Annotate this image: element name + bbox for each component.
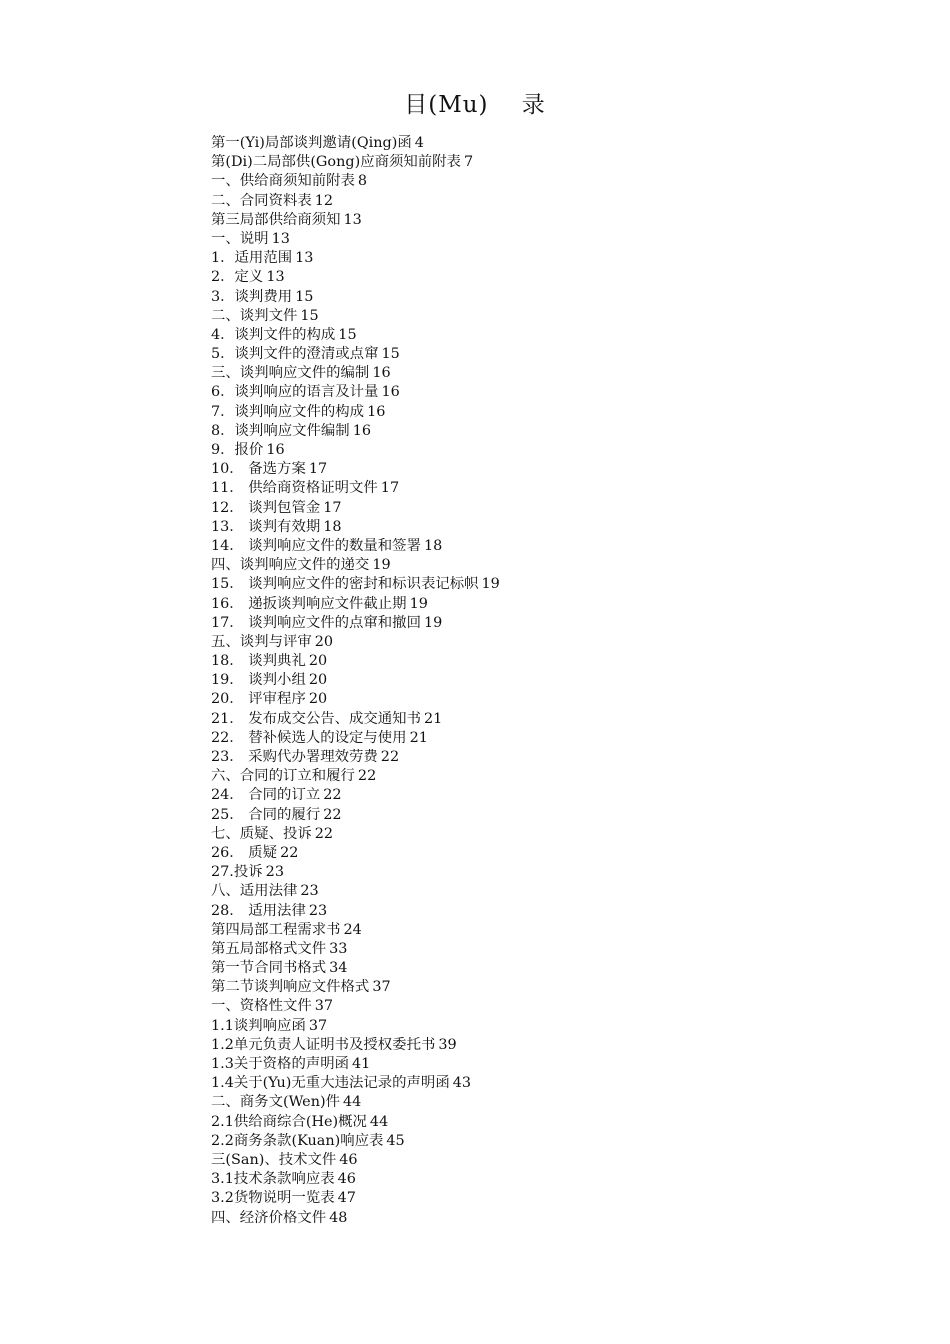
toc-entry-label: 13． 谈判有效期 — [211, 518, 321, 535]
toc-entry-label: 25． 合同的履行 — [211, 806, 321, 823]
toc-entry-page-number: 13 — [266, 269, 285, 286]
toc-entry-page-number: 39 — [438, 1036, 457, 1053]
toc-entry — [211, 825, 500, 844]
toc-entry-page-number: 44 — [342, 1094, 362, 1111]
table-of-contents — [211, 134, 500, 1228]
toc-entry — [211, 383, 500, 402]
toc-entry-label: 3．谈判费用 — [211, 288, 293, 305]
toc-entry-page-number: 15 — [300, 307, 319, 324]
toc-entry — [211, 729, 500, 748]
toc-entry-label: 20． 评审程序 — [211, 691, 306, 708]
toc-entry — [211, 441, 500, 460]
toc-entry-label: 24． 合同的订立 — [211, 787, 321, 804]
toc-entry-label: 9．报价 — [211, 442, 264, 458]
toc-entry — [211, 307, 500, 326]
toc-entry-label: 二、商务文(Wen)件 — [211, 1094, 340, 1111]
toc-entry-page-number: 23 — [300, 883, 319, 900]
toc-entry-page-number: 13 — [343, 211, 362, 228]
toc-entry-label: 14． 谈判响应文件的数量和签署 — [211, 537, 421, 554]
toc-entry-label: 第一节合同书格式 — [211, 960, 327, 977]
toc-entry — [211, 249, 500, 268]
toc-entry-page-number: 21 — [409, 729, 428, 746]
toc-entry-label: 16． 递扳谈判响应文件截止期 — [211, 595, 407, 612]
toc-entry-page-number: 37 — [372, 979, 391, 996]
toc-entry-page-number: 22 — [280, 844, 299, 861]
toc-entry-label: 10． 备选方案 — [211, 461, 306, 478]
toc-entry-page-number: 47 — [337, 1190, 356, 1207]
toc-entry-page-number: 44 — [369, 1113, 389, 1130]
toc-entry — [211, 134, 500, 153]
toc-entry-label: 第一(Yi)局部谈判邀请(Qing)函 — [211, 135, 412, 151]
toc-entry-label: 15． 谈判响应文件的密封和标识表记标帜 — [211, 576, 479, 593]
toc-entry-label: 第四局部工程需求书 — [211, 921, 341, 938]
toc-entry-label: 5．谈判文件的澄清或点窜 — [211, 346, 379, 363]
toc-entry-label: 1.1谈判响应函 — [211, 1017, 306, 1034]
toc-entry-label: 6．谈判响应的语言及计量 — [211, 384, 379, 401]
toc-entry-page-number: 22 — [357, 768, 377, 785]
toc-entry-page-number: 43 — [452, 1075, 472, 1092]
toc-entry-label: 2．定义 — [211, 269, 264, 286]
toc-entry-page-number: 22 — [314, 825, 334, 842]
toc-entry-page-number: 20 — [308, 672, 328, 689]
toc-entry-label: 11． 供给商资格证明文件 — [211, 480, 378, 497]
toc-entry — [211, 556, 500, 575]
toc-entry-page-number: 15 — [381, 346, 400, 363]
toc-entry-label: 第三局部供给商须知 — [211, 211, 341, 228]
toc-entry — [211, 288, 500, 307]
toc-entry-page-number: 37 — [314, 998, 334, 1015]
toc-entry-label: 三、谈判响应文件的编制 — [211, 365, 370, 382]
toc-entry — [211, 863, 500, 882]
toc-entry-label: 1.4关于(Yu)无重大违法记录的声明函 — [211, 1075, 450, 1092]
toc-entry — [211, 614, 500, 633]
toc-entry-page-number: 46 — [339, 1151, 358, 1168]
toc-entry-page-number: 34 — [329, 960, 348, 977]
toc-entry-label: 23． 采购代办署理效劳费 — [211, 749, 378, 765]
toc-entry-page-number: 23 — [265, 864, 284, 881]
toc-entry — [211, 902, 500, 921]
toc-entry-page-number: 16 — [266, 442, 285, 458]
toc-entry — [211, 710, 500, 729]
toc-entry-label: 1．适用范围 — [211, 250, 293, 267]
toc-entry-page-number: 12 — [314, 192, 334, 209]
toc-entry — [211, 422, 500, 441]
toc-entry-page-number: 20 — [314, 633, 334, 650]
toc-entry — [211, 364, 500, 383]
toc-entry-label: 一、资格性文件 — [211, 998, 312, 1015]
toc-entry-label: 六、合同的订立和履行 — [211, 768, 355, 785]
toc-entry-label: 3.1技术条款响应表 — [211, 1171, 335, 1188]
toc-entry — [211, 1151, 500, 1170]
toc-entry — [211, 153, 500, 172]
toc-entry-page-number: 19 — [409, 595, 428, 612]
toc-entry — [211, 1074, 500, 1093]
toc-entry — [211, 537, 500, 556]
toc-entry-page-number: 23 — [308, 902, 328, 919]
toc-entry-label: 12． 谈判包管金 — [211, 499, 321, 516]
toc-entry-label: 八、适用法律 — [211, 883, 298, 900]
toc-entry-page-number: 37 — [308, 1017, 328, 1034]
toc-entry-page-number: 20 — [308, 653, 328, 670]
toc-entry-label: 四、经济价格文件 — [211, 1209, 327, 1226]
toc-entry-page-number: 21 — [423, 710, 443, 727]
toc-entry-page-number: 24 — [343, 921, 362, 938]
toc-entry-page-number: 7 — [463, 154, 474, 171]
toc-entry — [211, 806, 500, 825]
toc-entry — [211, 326, 500, 345]
toc-entry-label: 21． 发布成交公告、成交通知书 — [211, 710, 421, 727]
toc-entry-label: 一、说明 — [211, 230, 269, 247]
toc-entry-page-number: 16 — [367, 403, 386, 420]
toc-entry-page-number: 16 — [372, 365, 391, 382]
toc-entry — [211, 230, 500, 249]
toc-entry-label: 二、合同资料表 — [211, 192, 312, 209]
toc-entry — [211, 345, 500, 364]
toc-entry-label: 7．谈判响应文件的构成 — [211, 403, 365, 420]
toc-entry-page-number: 19 — [423, 614, 443, 631]
toc-entry — [211, 997, 500, 1016]
toc-entry — [211, 671, 500, 690]
toc-entry-page-number: 15 — [295, 288, 314, 305]
toc-entry — [211, 518, 500, 537]
toc-entry-page-number: 41 — [352, 1056, 371, 1072]
toc-entry — [211, 1113, 500, 1132]
toc-entry-label: 七、质疑、投诉 — [211, 825, 312, 842]
page-title: 目(Mu) 录 — [404, 92, 546, 118]
toc-entry-page-number: 13 — [295, 250, 314, 267]
toc-entry — [211, 211, 500, 230]
toc-entry-label: 22． 替补候选人的设定与使用 — [211, 729, 407, 746]
toc-entry-label: 五、谈判与评审 — [211, 633, 312, 650]
toc-entry-page-number: 46 — [337, 1171, 356, 1188]
toc-entry-page-number: 22 — [380, 749, 400, 765]
toc-entry-page-number: 45 — [386, 1132, 405, 1149]
toc-entry — [211, 1093, 500, 1112]
toc-entry — [211, 1055, 500, 1074]
toc-entry — [211, 786, 500, 805]
toc-entry-page-number: 20 — [308, 691, 328, 708]
toc-entry-label: 28． 适用法律 — [211, 902, 306, 919]
toc-entry — [211, 690, 500, 709]
toc-entry-page-number: 22 — [323, 806, 342, 823]
toc-entry-page-number: 17 — [380, 480, 400, 497]
toc-entry-page-number: 13 — [271, 230, 290, 247]
toc-entry-page-number: 8 — [357, 173, 368, 190]
toc-entry — [211, 172, 500, 191]
toc-entry-page-number: 15 — [338, 326, 357, 343]
toc-entry-page-number: 16 — [381, 384, 400, 401]
toc-entry — [211, 748, 500, 767]
toc-entry — [211, 403, 500, 422]
toc-entry — [211, 652, 500, 671]
toc-entry — [211, 1036, 500, 1055]
toc-entry — [211, 575, 500, 594]
toc-entry — [211, 460, 500, 479]
toc-entry-label: 2.2商务条款(Kuan)响应表 — [211, 1132, 384, 1149]
toc-entry-label: 第五局部格式文件 — [211, 940, 327, 957]
toc-entry-page-number: 19 — [481, 576, 500, 593]
toc-entry-label: 1.2单元负责人证明书及授权委托书 — [211, 1036, 436, 1053]
toc-entry — [211, 959, 500, 978]
toc-entry — [211, 268, 500, 287]
toc-entry-page-number: 18 — [323, 518, 342, 535]
toc-entry-page-number: 4 — [414, 135, 424, 151]
toc-entry — [211, 1132, 500, 1151]
toc-entry — [211, 192, 500, 211]
toc-entry-label: 4．谈判文件的构成 — [211, 326, 336, 343]
toc-entry-label: 19． 谈判小组 — [211, 672, 306, 689]
toc-entry-page-number: 18 — [423, 537, 443, 554]
toc-entry-label: 第二节谈判响应文件格式 — [211, 979, 370, 996]
toc-entry-label: 1.3关于资格的声明函 — [211, 1056, 350, 1072]
toc-entry-label: 四、谈判响应文件的递交 — [211, 557, 370, 574]
toc-entry-label: 二、谈判文件 — [211, 307, 298, 324]
toc-entry — [211, 767, 500, 786]
toc-entry-page-number: 16 — [352, 422, 371, 439]
toc-entry — [211, 940, 500, 959]
toc-entry — [211, 479, 500, 498]
toc-entry — [211, 1209, 500, 1228]
toc-entry-label: 17． 谈判响应文件的点窜和撤回 — [211, 614, 421, 631]
toc-entry-label: 18． 谈判典礼 — [211, 653, 306, 670]
toc-entry-page-number: 22 — [323, 787, 342, 804]
toc-entry — [211, 921, 500, 940]
toc-entry-page-number: 19 — [372, 557, 391, 574]
toc-entry-page-number: 48 — [329, 1209, 348, 1226]
toc-entry — [211, 595, 500, 614]
toc-entry-label: 8．谈判响应文件编制 — [211, 422, 350, 439]
toc-entry-label: 26． 质疑 — [211, 844, 278, 861]
toc-entry — [211, 844, 500, 863]
toc-entry — [211, 1189, 500, 1208]
toc-entry — [211, 499, 500, 518]
toc-entry-page-number: 17 — [323, 499, 342, 516]
toc-entry-label: 27.投诉 — [211, 864, 263, 881]
toc-entry-page-number: 17 — [308, 461, 328, 478]
toc-entry-label: 三(San)、技术文件 — [211, 1151, 337, 1168]
toc-entry-label: 2.1供给商综合(He)概况 — [211, 1113, 367, 1130]
toc-entry — [211, 978, 500, 997]
toc-entry-label: 一、供给商须知前附表 — [211, 173, 355, 190]
toc-entry-page-number: 33 — [329, 940, 348, 957]
toc-entry — [211, 633, 500, 652]
toc-entry-label: 第(Di)二局部供(Gong)应商须知前附表 — [211, 154, 461, 171]
toc-entry — [211, 1170, 500, 1189]
toc-entry — [211, 1017, 500, 1036]
toc-entry — [211, 882, 500, 901]
toc-entry-label: 3.2货物说明一览表 — [211, 1190, 335, 1207]
